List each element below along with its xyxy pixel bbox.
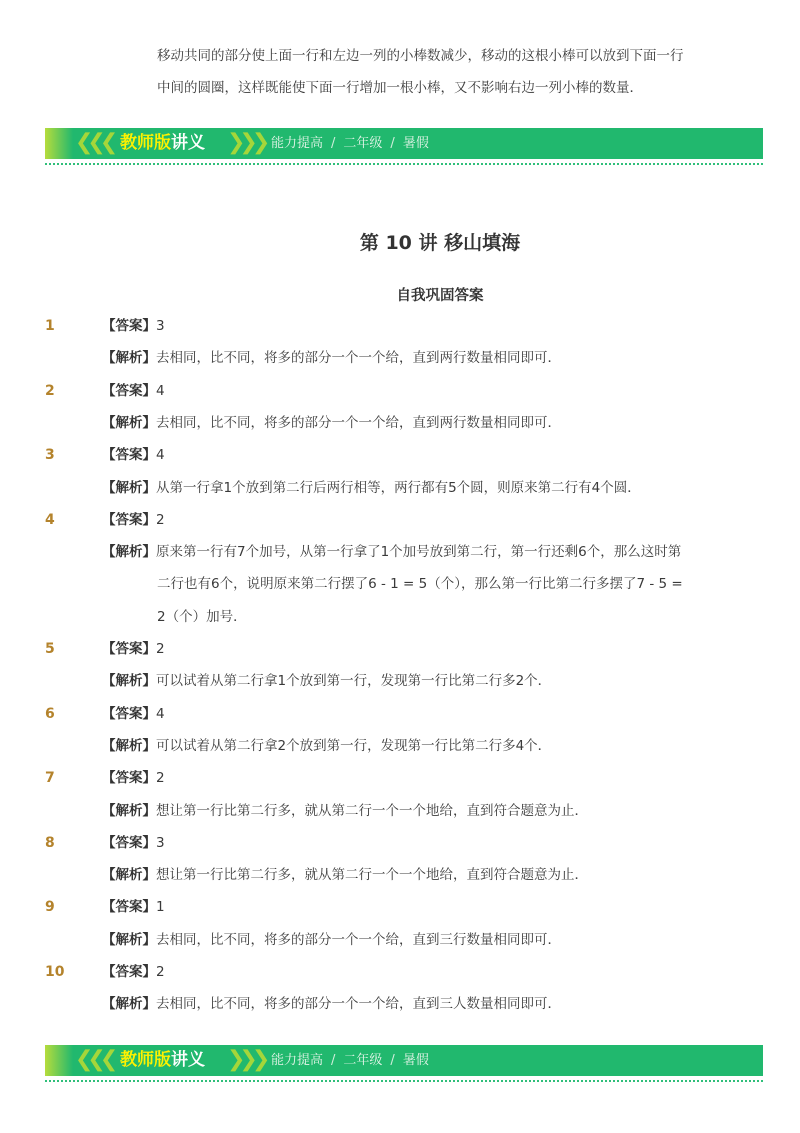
question-number: 3 [45,447,55,464]
answer-label: 【答案】 [102,318,156,334]
answer-label: 【答案】 [102,770,156,787]
analysis-label: 【解析】 [102,479,156,496]
analysis-label: 【解析】 [102,737,156,754]
answer-value: 4 [156,382,165,399]
banner-divider [45,163,763,165]
answer-value: 3 [156,318,165,334]
answer-label: 【答案】 [102,511,156,528]
answer-row [102,704,742,724]
question-number: 6 [45,705,55,722]
answer-row [102,445,742,465]
banner-brand: 教师版讲义 [120,133,205,153]
answer-row [102,316,742,336]
analysis-label: 【解析】 [102,867,156,884]
analysis-text: 想让第一行比第二行多，就从第二行一个一个地给，直到符合题意为止． [156,867,588,884]
banner-breadcrumb: 能力提高 / 二年级 / 暑假 [271,1053,429,1068]
answer-row [102,897,742,917]
question-number: 8 [45,834,55,851]
analysis-row [102,994,742,1014]
analysis-row [102,736,742,756]
analysis-row [102,671,742,691]
analysis-continuation: 2（个）加号． [157,608,247,625]
footer-banner [45,1045,763,1076]
answer-value: 2 [156,641,165,657]
analysis-row [102,865,742,885]
intro-line-1: 移动共同的部分使上面一行和左边一列的小棒数减少，移动的这根小棒可以放到下面一行 [157,48,684,64]
analysis-label: 【解析】 [102,544,156,561]
question-number: 9 [45,899,55,916]
answer-label: 【答案】 [102,705,156,722]
answer-value: 1 [156,899,165,916]
question-number: 10 [45,964,65,980]
question-number: 7 [45,770,55,787]
section-title: 自我巩固答案 [396,288,484,304]
analysis-text: 从第一行拿1个放到第二行后两行相等，两行都有5个圆，则原来第二行有4个圆． [156,479,641,496]
lecture-title: 第 10 讲 移山填海 [359,232,521,254]
answer-row [102,639,742,659]
question-number: 1 [45,318,55,334]
answer-row [102,510,742,530]
answer-label: 【答案】 [102,641,156,657]
banner-cap [45,1045,73,1076]
header-banner [45,128,763,159]
answer-label: 【答案】 [102,447,156,464]
banner-divider [45,1080,763,1082]
answer-value: 4 [156,447,165,464]
answer-row [102,381,742,401]
analysis-text: 去相同，比不同，将多的部分一个一个给，直到三人数量相同即可． [156,996,561,1013]
analysis-text: 原来第一行有7个加号，从第一行拿了1个加号放到第二行，第一行还剩6个，那么这时第 [156,544,682,561]
banner-breadcrumb: 能力提高 / 二年级 / 暑假 [271,136,429,151]
analysis-text: 想让第一行比第二行多，就从第二行一个一个地给，直到符合题意为止． [156,802,588,819]
analysis-text: 可以试着从第二行拿2个放到第一行，发现第一行比第二行多4个． [156,737,552,754]
analysis-label: 【解析】 [102,673,156,690]
banner-cap [45,128,73,159]
question-number: 4 [45,511,55,528]
intro-line-2: 中间的圆圈，这样既能使下面一行增加一根小棒，又不影响右边一列小棒的数量． [157,80,643,96]
analysis-label: 【解析】 [102,802,156,819]
analysis-row [102,542,742,562]
answer-value: 2 [156,511,165,528]
answer-value: 2 [156,770,165,787]
analysis-text: 可以试着从第二行拿1个放到第一行，发现第一行比第二行多2个． [156,673,552,690]
answer-label: 【答案】 [102,834,156,851]
double-chevron-right-icon: ❯❯❯ [227,1047,265,1072]
banner-brand: 教师版讲义 [120,1050,205,1070]
double-chevron-left-icon: ❮❮❮ [75,1047,113,1072]
analysis-row [102,348,742,368]
analysis-text: 去相同，比不同，将多的部分一个一个给，直到两行数量相同即可． [156,350,561,367]
analysis-label: 【解析】 [102,996,156,1013]
answer-row [102,962,742,982]
answer-row [102,833,742,853]
answer-label: 【答案】 [102,899,156,916]
analysis-label: 【解析】 [102,931,156,948]
analysis-row [102,413,742,433]
analysis-row [102,930,742,950]
analysis-label: 【解析】 [102,414,156,431]
answer-label: 【答案】 [102,382,156,399]
analysis-row [102,478,742,498]
analysis-row [102,801,742,821]
question-number: 2 [45,382,55,399]
analysis-text: 去相同，比不同，将多的部分一个一个给，直到三行数量相同即可． [156,931,561,948]
double-chevron-left-icon: ❮❮❮ [75,130,113,155]
answer-value: 3 [156,834,165,851]
answer-row [102,768,742,788]
intro-paragraph [157,40,757,104]
analysis-text: 去相同，比不同，将多的部分一个一个给，直到两行数量相同即可． [156,414,561,431]
analysis-continuation: 二行也有6个，说明原来第二行摆了6 - 1 = 5（个），那么第一行比第二行多摆了7 - 5 = [157,576,683,593]
analysis-label: 【解析】 [102,350,156,367]
double-chevron-right-icon: ❯❯❯ [227,130,265,155]
answer-label: 【答案】 [102,964,156,980]
answer-value: 4 [156,705,165,722]
question-number: 5 [45,641,55,657]
answer-value: 2 [156,964,165,980]
